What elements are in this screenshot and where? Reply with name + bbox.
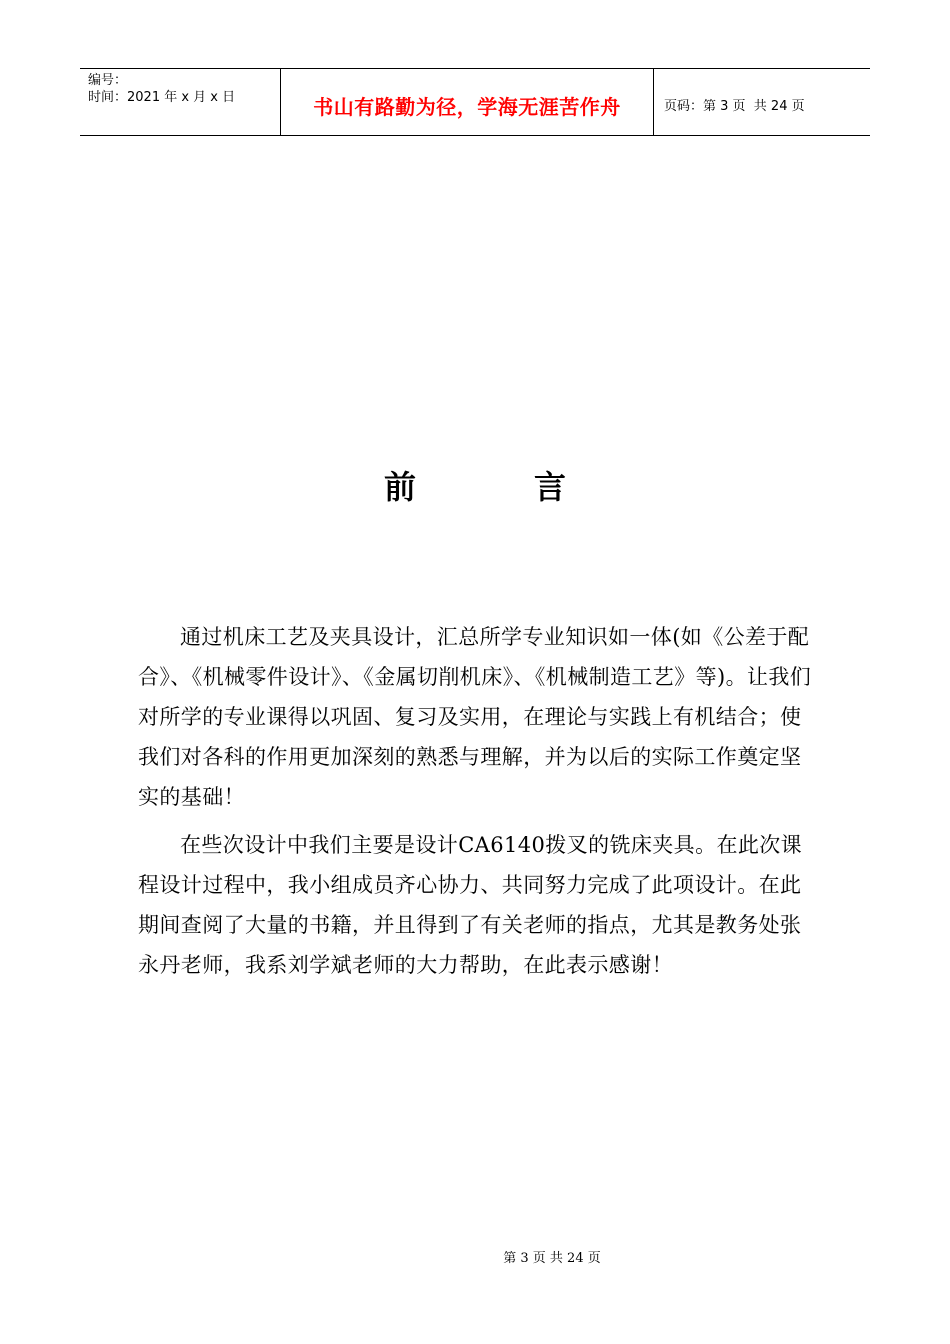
title-char-2: 言: [534, 468, 567, 506]
section-title: [0, 462, 950, 508]
paragraph: 通过机床工艺及夹具设计，汇总所学专业知识如一体(如《公差于配合》、《机械零件设计》、《金属切削机床》、《机械制造工艺》等)。让我们对所学的专业课得以巩固、复习及实用，在理论与实践上有机结合；使我们对各科的作用更加深刻的熟悉与理解，并为以后的实际工作奠定坚实的基础！: [138, 625, 812, 809]
header-meta: [80, 69, 281, 135]
date-label: 时间：2021 年 x 月 x 日: [88, 90, 236, 105]
header-motto: 书山有路勤为径，学海无涯苦作舟: [281, 69, 654, 135]
header-page-info: 页码：第 3 页 共 24 页: [664, 98, 805, 114]
page-header: [80, 68, 870, 136]
number-label: 编号：: [88, 73, 128, 88]
preface-body: [138, 617, 818, 985]
paragraph: 在些次设计中我们主要是设计CA6140拨叉的铣床夹具。在此次课程设计过程中，我小组成员齐心协力、共同努力完成了此项设计。在此期间查阅了大量的书籍，并且得到了有关老师的指点，尤其是教务处张永丹老师，我系刘学斌老师的大力帮助，在此表示感谢！: [138, 833, 803, 977]
title-char-1: 前: [383, 468, 416, 506]
page-footer: 第 3 页 共 24 页: [503, 1251, 601, 1266]
